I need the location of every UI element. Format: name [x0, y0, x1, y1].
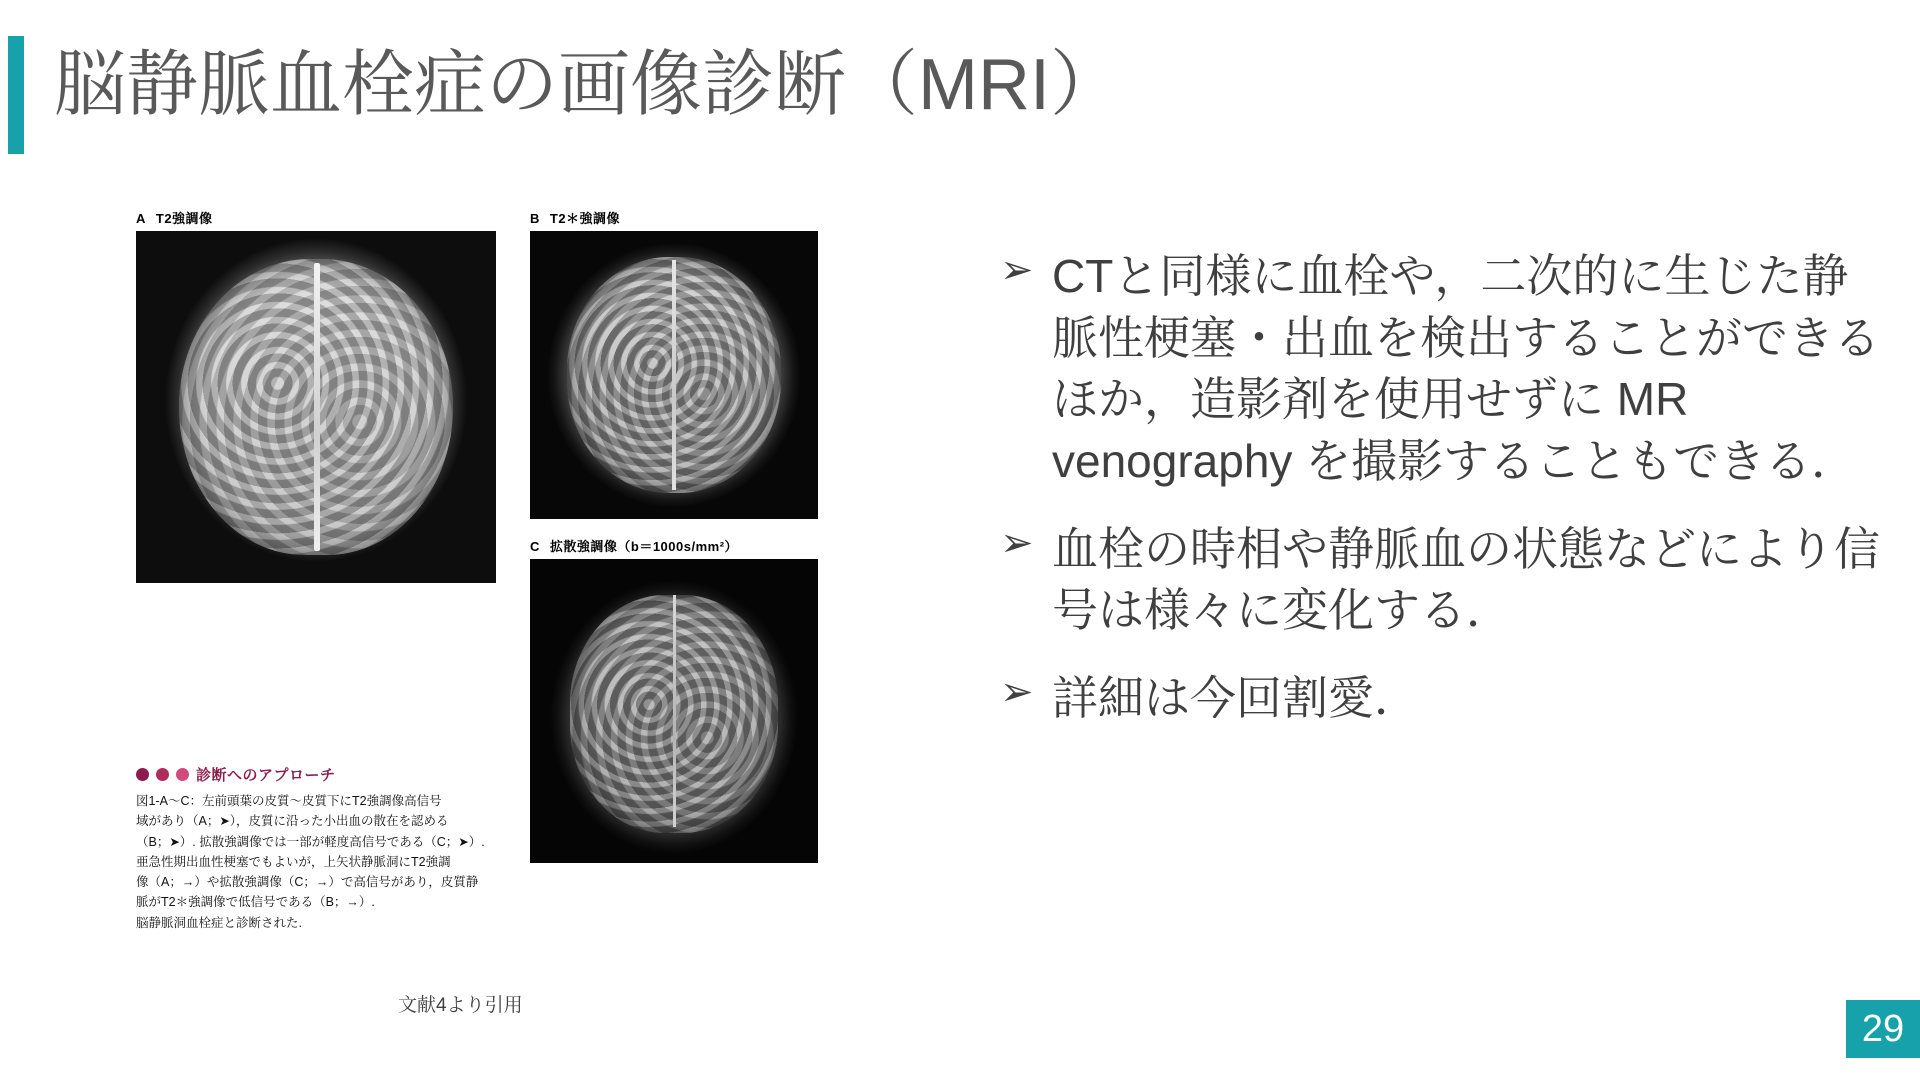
- panel-c-caption: 拡散強調像（b＝1000s/mm²）: [549, 539, 739, 554]
- panel-c-label: [530, 536, 818, 555]
- bullet-list: [1000, 246, 1880, 755]
- source-note: 文献4より引用: [398, 995, 523, 1016]
- bullet-dot-icon: [176, 768, 189, 781]
- caption-line: 像（A；→）や拡散強調像（C；→）で高信号があり，皮質静: [136, 875, 479, 889]
- bullet-item: [1000, 519, 1880, 642]
- mri-image-dwi: [530, 559, 818, 863]
- bullet-item: [1000, 668, 1880, 730]
- figure-panel-a: [136, 208, 496, 583]
- bullet-dot-icon: [136, 768, 149, 781]
- bullet-text: 血栓の時相や静脈血の状態などにより信号は様々に変化する．: [1052, 522, 1880, 637]
- bullet-arrow-icon: ➢: [1000, 519, 1034, 566]
- caption-heading: [136, 764, 506, 785]
- panel-b-letter: B: [530, 211, 540, 226]
- caption-line: 脈がT2＊強調像で低信号である（B；→）.: [136, 895, 375, 910]
- caption-line: （B；➤）. 拡散強調像では一部が軽度高信号である（C；➤）.: [136, 834, 485, 849]
- figure-panel-b: [530, 208, 818, 519]
- mri-image-t2-star: [530, 231, 818, 519]
- page-title: 脳静脈血栓症の画像診断（MRI）: [54, 45, 1122, 125]
- bullet-arrow-icon: ➢: [1000, 668, 1034, 715]
- caption-box: [136, 764, 506, 933]
- panel-a-caption: T2強調像: [155, 211, 213, 226]
- mri-image-t2: [136, 231, 496, 583]
- caption-heading-text: 診断へのアプローチ: [196, 767, 336, 784]
- caption-line: 域があり（A；➤），皮質に沿った小出血の散在を認める: [136, 814, 449, 829]
- panel-a-letter: A: [136, 211, 146, 226]
- figure-panel-c: [530, 536, 818, 863]
- bullet-arrow-icon: ➢: [1000, 247, 1034, 293]
- caption-line: 図1-A〜C：左前頭葉の皮質〜皮質下にT2強調像高信号: [136, 794, 442, 808]
- panel-c-letter: C: [530, 539, 540, 554]
- bullet-text: CTと同様に血栓や，二次的に生じた静脈性梗塞・出血を検出することができるほか，造影剤を使用せずに MR venography を撮影することもできる．: [1052, 250, 1880, 487]
- bullet-item: [1000, 246, 1880, 493]
- page-number-badge: 29: [1846, 1000, 1920, 1058]
- panel-b-caption: T2＊強調像: [549, 211, 621, 226]
- caption-body: [136, 791, 506, 933]
- panel-a-label: [136, 208, 496, 227]
- bullet-dot-icon: [156, 768, 169, 781]
- caption-line: 亜急性期出血性梗塞でもよいが，上矢状静脈洞にT2強調: [136, 854, 451, 869]
- bullet-text: 詳細は今回割愛．: [1052, 671, 1420, 724]
- caption-line: 脳静脈洞血栓症と診断された.: [136, 915, 302, 930]
- figure-area: [128, 208, 868, 1008]
- panel-b-label: [530, 208, 818, 227]
- title-accent-bar: [8, 36, 24, 154]
